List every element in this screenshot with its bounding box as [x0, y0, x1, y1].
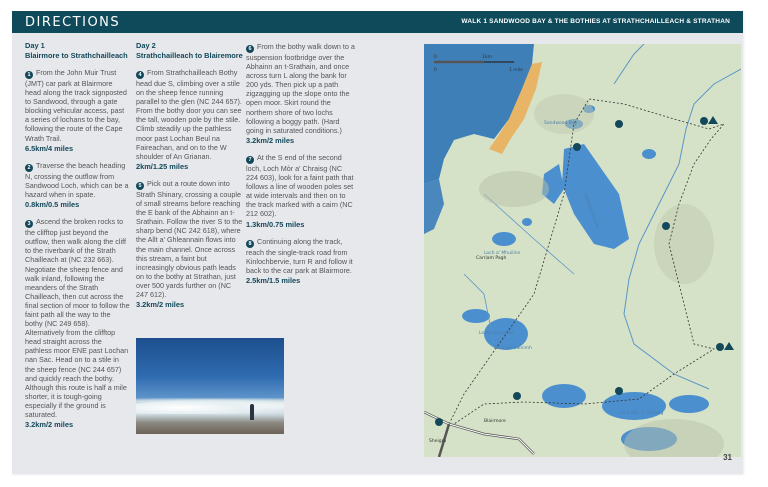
day2-route: Strathchailleach to Blairemore [136, 50, 243, 60]
svg-text:Lochan nan Sac: Lochan nan Sac [479, 331, 515, 336]
wave-foam [136, 398, 284, 414]
step-distance: 6.5km/4 miles [25, 143, 74, 153]
step-number-icon: 8 [246, 240, 254, 248]
svg-text:Loch a' Mhuilinn: Loch a' Mhuilinn [484, 251, 521, 256]
step-number-icon: 4 [136, 71, 144, 79]
step-distance: 3.2km/2 miles [246, 135, 295, 145]
step-number-icon: 6 [246, 45, 254, 53]
svg-text:0: 0 [434, 55, 437, 60]
step-distance: 3.2km/2 miles [25, 420, 74, 430]
svg-text:Blairmore: Blairmore [484, 419, 506, 424]
step-6 [246, 42, 356, 145]
step-text: Ascend the broken rocks to the clifftop just beyond the outflow, then walk along the cliff to the riverbank of the Strath Chailleach at (NC 232 663). Negotiate the sheep fence and walk inland, following the meanders of the Strath Chailleach, then cut across the final section of moor to follow the faint path all the way to the bothy (NC 249 658). Alternatively from the clifftop head straight across the pathless moor ENE past Lochan nan Sac. Head on to a stile in the sheep fence (NC 244 657) and quickly reach the bothy. Although this route is half a mile shorter, it is tough-going especially if the ground is saturated. [25, 217, 130, 419]
step-number-icon: 1 [25, 71, 33, 79]
step-text: From the John Muir Trust (JMT) car park at Blairmore head along the track signposted to Sandwood, through a gate blocking vehicular access, past a series of lochans to the bay, following the route of the Cape Wrath Trail. [25, 68, 127, 143]
step-distance: 2km/1.25 miles [136, 161, 189, 171]
svg-text:Loch na Gainimh: Loch na Gainimh [494, 346, 532, 351]
map-graphic [424, 44, 741, 457]
step-number-icon: 3 [25, 220, 33, 228]
step-distance: 1.3km/0.75 miles [246, 219, 305, 229]
day1-route: Blairmore to Strathchailleach [25, 50, 128, 60]
step-text: Pick out a route down into Strath Shinary, crossing a couple of small streams before reaching the E bank of the Abhainn an t-Srathain. Follow the river S to the sharp bend (NC 242 618), where the Allt a' Ghleannain flows into the main channel. Once across this stream, a faint but increasingly obvious path leads on to the bothy at Strathan, just over 500 yards further on (NC 247 612). [136, 178, 243, 299]
beach-photo [136, 338, 284, 434]
step-2 [25, 161, 130, 209]
svg-text:1km: 1km [482, 55, 492, 60]
step-number-icon: 7 [246, 156, 254, 164]
section-banner [12, 11, 743, 33]
day2-column [136, 41, 244, 309]
step-text: At the S end of the second loch, Loch Mòr a' Chraisg (NC 224 603), look for a faint path that follows a line of wooden poles set at wide intervals and then on to the track marked with a cairn (NC 212 602). [246, 152, 354, 219]
step-number-icon: 2 [25, 164, 33, 172]
day2-continued-column [246, 42, 356, 285]
person-figure [250, 404, 254, 420]
step-distance: 2.5km/1.5 miles [246, 275, 301, 285]
day1-label: Day 1 [25, 41, 45, 50]
day2-label: Day 2 [136, 41, 156, 50]
step-distance: 0.8km/0.5 miles [25, 200, 80, 210]
walk-title: WALK 1 SANDWOOD BAY & THE BOTHIES AT STRATHCHAILLEACH & STRATHAN [461, 18, 730, 25]
guidebook-page [12, 11, 743, 474]
section-title: DIRECTIONS [25, 15, 121, 30]
svg-text:Sheigra: Sheigra [429, 439, 447, 444]
step-text: Continuing along the track, reach the single-track road from Kinlochbervie, turn R and follow it back to the car park at Blairmore. [246, 236, 353, 275]
svg-text:0: 0 [434, 68, 437, 73]
svg-text:Carriam Pagh: Carriam Pagh [476, 256, 507, 261]
svg-text:Sandwood Bay: Sandwood Bay [544, 121, 578, 126]
step-text: Traverse the beach heading N, crossing the outflow from Sandwood Loch, which can be a hazard when in spate. [25, 160, 129, 199]
step-3 [25, 217, 130, 429]
step-text: From the bothy walk down to a suspension footbridge over the Abhainn an t-Srathain, and once across turn L along the bank for 200 yds. Then pick up a path zigzagging up the slope onto the open moor. Skirt round the northern shore of two lochs following a boggy path. (Hard going in saturated conditions.) [246, 42, 355, 135]
svg-text:Sandwood Loch: Sandwood Loch [582, 192, 599, 228]
day1-column [25, 41, 130, 429]
step-8 [246, 237, 356, 285]
step-4 [136, 68, 244, 171]
route-map [424, 44, 741, 457]
svg-text:Loch Mòr a' Chraisg: Loch Mòr a' Chraisg [619, 411, 664, 416]
step-distance: 3.2km/2 miles [136, 300, 185, 310]
svg-text:1 mile: 1 mile [509, 68, 523, 73]
page-number: 31 [723, 453, 732, 462]
step-5 [136, 179, 244, 309]
step-number-icon: 5 [136, 182, 144, 190]
step-text: From Strathchailleach Bothy head due S, climbing over a stile on the sheep fence running parallel to the glen (NC 244 657). From the bothy door you can see the tall, wooden pole by the stile. Climb steadily up the pathless moor past Lochan Beul na Faireachan, and on to the W shoulder of An Grianan. [136, 68, 242, 161]
step-1 [25, 68, 130, 153]
step-7 [246, 153, 356, 229]
